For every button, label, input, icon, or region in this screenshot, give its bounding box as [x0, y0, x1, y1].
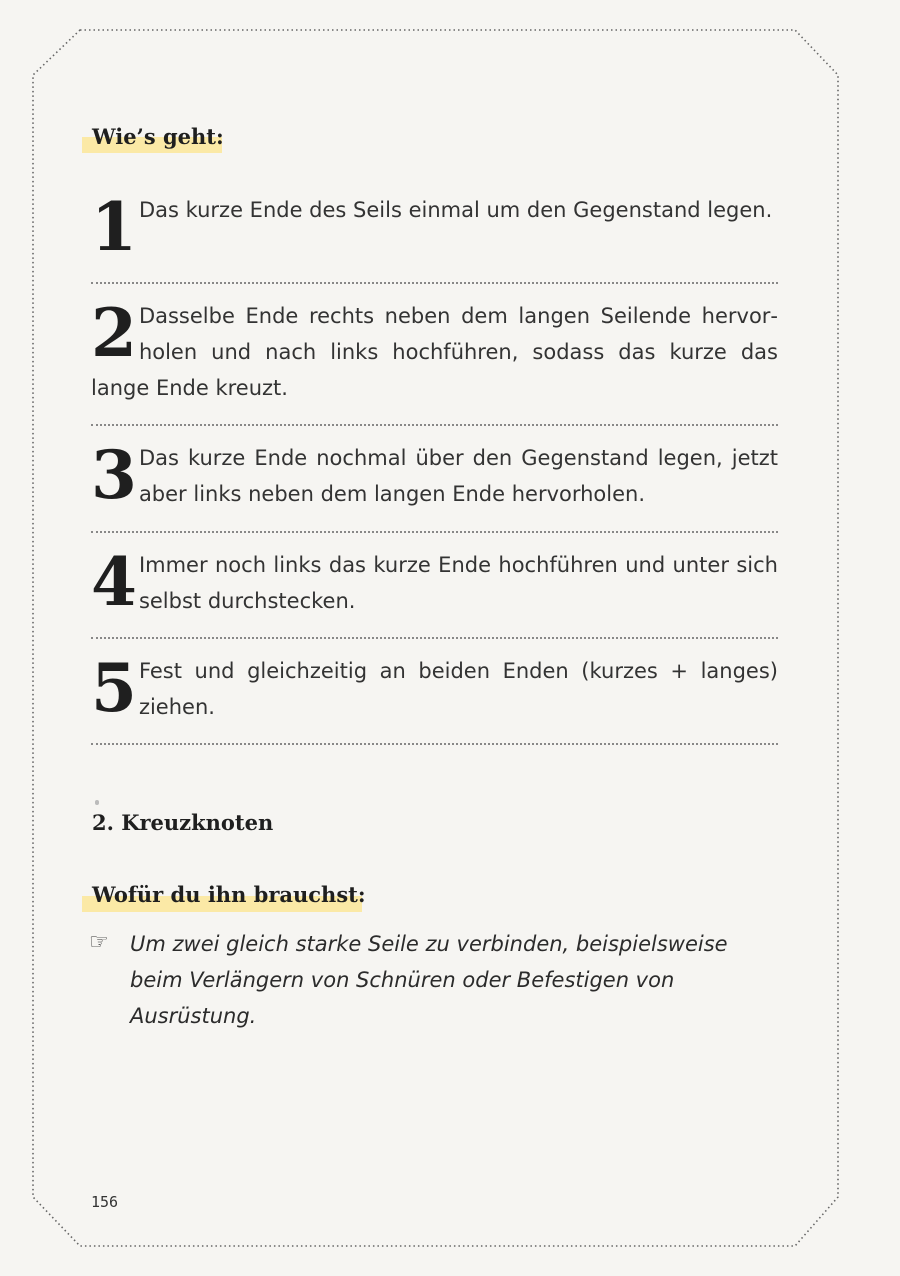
step-number: 3 — [91, 436, 135, 514]
step-text: Fest und gleichzeitig an beiden Enden (kurzes + langes) ziehen. — [138, 659, 778, 719]
step-5 — [91, 649, 778, 727]
step-text: Das kurze Ende des Seils einmal um den Gegenstand legen. — [138, 198, 773, 222]
step-text: Dasselbe Ende rechts neben dem langen Seilende hervorholen und nach links hochführen, sodass das kurze das lange Ende kreuzt. — [91, 304, 778, 400]
step-number: 2 — [91, 294, 135, 372]
step-4 — [91, 543, 778, 621]
use-heading: Wofür du ihn brauchst: — [92, 882, 366, 907]
step-number: 1 — [91, 188, 135, 266]
step-divider — [91, 743, 778, 745]
step-1 — [91, 188, 778, 266]
page-number: 156 — [91, 1193, 119, 1211]
step-number: 5 — [91, 649, 135, 727]
step-divider — [91, 531, 778, 533]
pointing-hand-icon: ☞ — [89, 930, 109, 955]
step-divider — [91, 282, 778, 284]
paper-speck — [95, 800, 99, 805]
section-title: 2. Kreuzknoten — [92, 810, 274, 835]
step-number: 4 — [91, 543, 135, 621]
use-description: Um zwei gleich starke Seile zu verbinden, beispielsweise beim Verlängern von Schnüren oder Befestigen von Ausrüstung. — [130, 932, 728, 1028]
step-3 — [91, 436, 778, 514]
how-heading: Wie’s geht: — [92, 124, 224, 149]
step-2 — [91, 294, 778, 406]
step-divider — [91, 637, 778, 639]
step-text: Immer noch links das kurze Ende hochführen und unter sich selbst durchstecken. — [138, 553, 778, 613]
step-text: Das kurze Ende nochmal über den Gegenstand legen, jetzt aber links neben dem langen Ende hervorholen. — [138, 446, 778, 506]
step-divider — [91, 424, 778, 426]
